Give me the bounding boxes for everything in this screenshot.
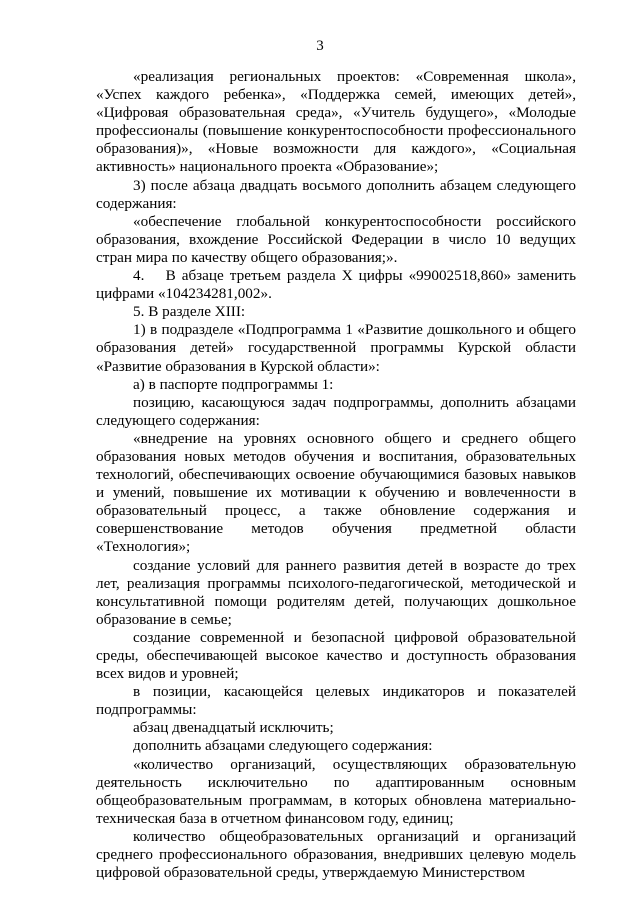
paragraph: в позиции, касающейся целевых индикаторов и показателей подпрограммы: <box>96 683 576 719</box>
paragraph: создание современной и безопасной цифровой образовательной среды, обеспечивающей высокое качество и доступность образования всех видов и уровней; <box>96 628 576 683</box>
paragraph: 4. В абзаце третьем раздела X цифры «99002518,860» заменить цифрами «104234281,002». <box>96 267 576 303</box>
page-number: 3 <box>316 38 324 54</box>
paragraph: «количество организаций, осуществляющих образовательную деятельность исключительно по адаптированным основным общеобразовательным программам, в которых обновлена материально-техническая база в отчетном финансовом году, единиц; <box>96 755 576 827</box>
paragraph: 3) после абзаца двадцать восьмого дополнить абзацем следующего содержания: <box>96 176 576 212</box>
paragraph: а) в паспорте подпрограммы 1: <box>133 375 334 393</box>
paragraph: дополнить абзацами следующего содержания: <box>133 737 433 755</box>
paragraph: количество общеобразовательных организаций и организаций среднего профессионального образования, внедривших целевую модель цифровой образовательной среды, утверждаемую Министерством <box>96 827 576 882</box>
paragraph: «реализация региональных проектов: «Современная школа», «Успех каждого ребенка», «Поддержка семей, имеющих детей», «Цифровая образовательная среда», «Учитель будущего», «Молодые профессионалы (повышение конкурентоспособности профессионального образования)», «Новые возможности для каждого», «Социальная активность» национального проекта «Образование»; <box>96 68 576 176</box>
paragraph: «внедрение на уровнях основного общего и среднего общего образования новых методов обучения и воспитания, образовательных технологий, обеспечивающих освоение обучающимися базовых навыков и умений, повышение их мотивации к обучению и вовлеченности в образовательный процесс, а также обновление содержания и совершенствование методов обучения предметной области «Технология»; <box>96 429 576 556</box>
paragraph: абзац двенадцатый исключить; <box>133 719 334 737</box>
document-body <box>96 68 576 882</box>
paragraph: создание условий для раннего развития детей в возрасте до трех лет, реализация программы психолого-педагогической, методической и консультативной помощи родителям детей, получающих дошкольное образование в семье; <box>96 556 576 628</box>
paragraph: 1) в подразделе «Подпрограмма 1 «Развитие дошкольного и общего образования детей» государственной программы Курской области «Развитие образования в Курской области»: <box>96 321 576 375</box>
paragraph: 5. В разделе XIII: <box>133 303 246 321</box>
paragraph: позицию, касающуюся задач подпрограммы, дополнить абзацами следующего содержания: <box>96 393 576 429</box>
paragraph: «обеспечение глобальной конкурентоспособности российского образования, вхождение Российской Федерации в число 10 ведущих стран мира по качеству общего образования;». <box>96 212 576 266</box>
